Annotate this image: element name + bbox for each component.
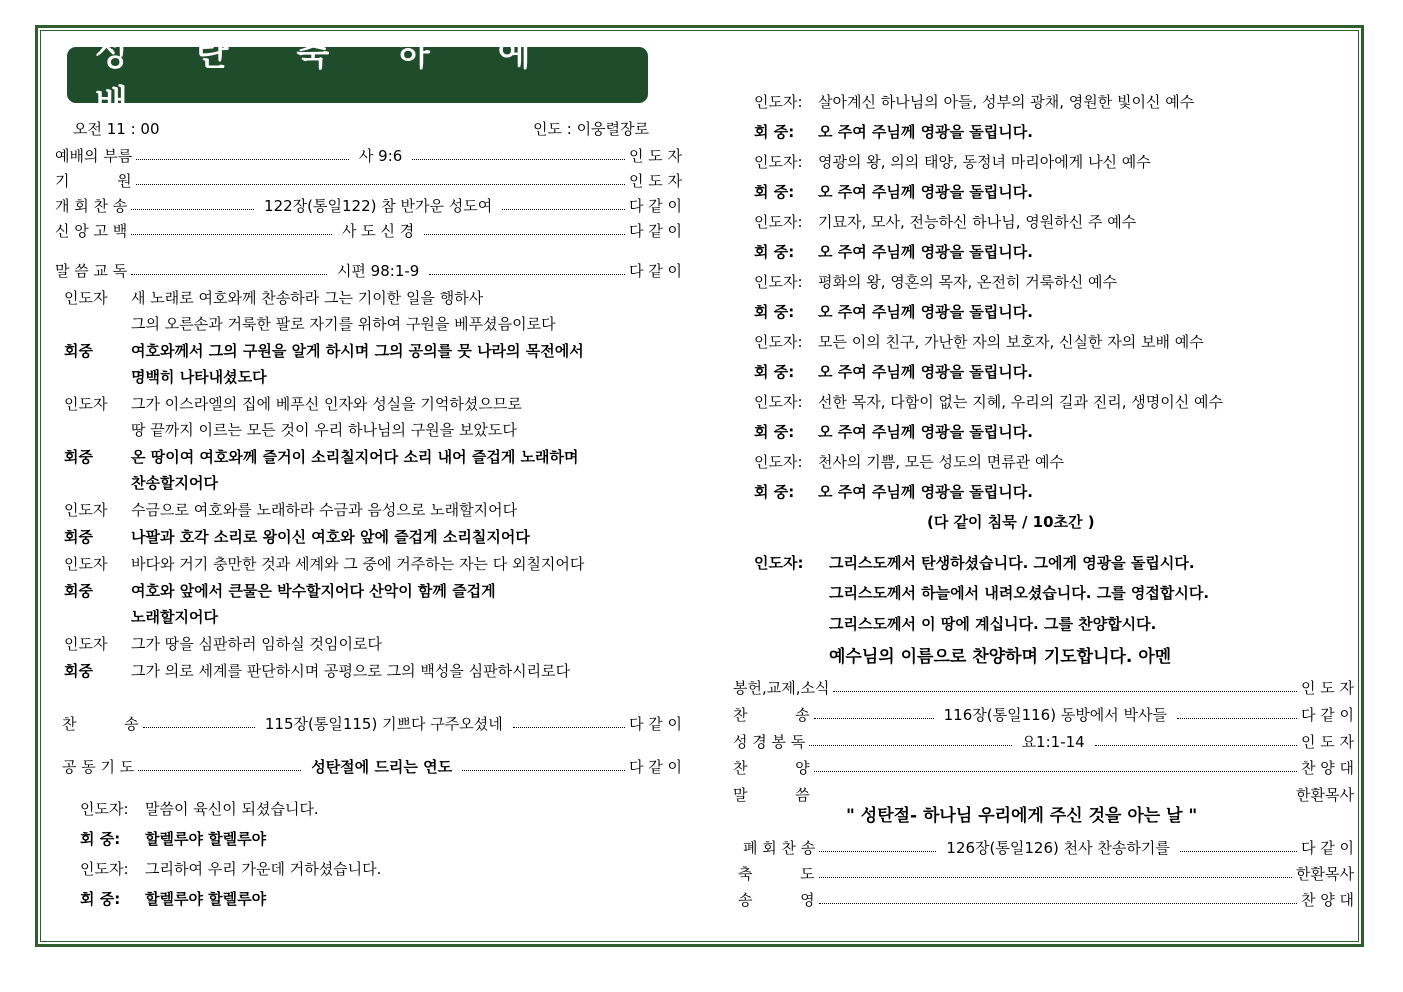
- closing-line: 그리스도께서 이 땅에 계십니다. 그를 찬양합시다.: [829, 615, 1157, 633]
- litany-text: 모든 이의 친구, 가난한 자의 보호자, 신실한 자의 보배 예수: [818, 333, 1204, 351]
- reading-line: 여호와 앞에서 큰물은 박수할지어다 산악이 함께 즐겁게: [131, 582, 496, 600]
- closing-speaker: 인도자:: [754, 554, 804, 572]
- litany-text: 평화의 왕, 영혼의 목자, 온전히 거룩하신 예수: [818, 273, 1117, 291]
- order-person: 다 같 이: [629, 222, 683, 240]
- litany-text: 오 주여 주님께 영광을 돌립니다.: [818, 483, 1033, 501]
- order-person: 한환목사: [1296, 786, 1354, 804]
- order-person: 인 도 자: [628, 172, 682, 190]
- page-title: 성 탄 축 하 예 배: [95, 34, 559, 123]
- reading-line: 여호와께서 그의 구원을 알게 하시며 그의 공의를 뭇 나라의 목전에서: [131, 342, 584, 360]
- reading-line: 그가 땅을 심판하러 임하실 것임이로다: [131, 635, 382, 653]
- order-row: [55, 221, 682, 241]
- order-person: 인 도 자: [1300, 679, 1354, 697]
- litany-speaker: 인도자:: [80, 860, 129, 878]
- order-label: 신 앙 고 백: [55, 222, 128, 240]
- order-label: 개 회 찬 송: [55, 197, 128, 215]
- title-banner: [67, 34, 648, 123]
- reading-line: 그가 이스라엘의 집에 베푸신 인자와 성실을 기억하셨으므로: [131, 395, 522, 413]
- litany-text: 말씀이 육신이 되셨습니다.: [145, 800, 319, 818]
- order-detail: 126장(통일126) 천사 찬송하기를: [946, 839, 1170, 857]
- litany-speaker: 인도자:: [754, 333, 803, 351]
- silence-note: (다 같이 침묵 / 10초간 ): [927, 513, 1095, 531]
- order-person: 다 같 이: [1300, 706, 1354, 724]
- order-row: [738, 890, 1354, 910]
- order-row: [62, 714, 682, 734]
- order-label: 찬 송: [62, 715, 139, 733]
- litany-speaker: 회 중:: [754, 123, 795, 141]
- order-person: 인 도 자: [629, 147, 683, 165]
- reading-line: 나팔과 호각 소리로 왕이신 여호와 앞에 즐겁게 소리칠지어다: [131, 528, 530, 546]
- litany-text: 그리하여 우리 가운데 거하셨습니다.: [145, 860, 382, 878]
- litany-speaker: 인도자:: [754, 153, 803, 171]
- sermon-title: " 성탄절- 하나님 우리에게 주신 것을 아는 날 ": [846, 806, 1198, 826]
- order-person: 다 같 이: [1300, 839, 1354, 857]
- reading-line: 명백히 나타내셨도다: [131, 368, 267, 386]
- order-label: 찬 송: [733, 706, 810, 724]
- litany-speaker: 인도자:: [754, 453, 803, 471]
- service-leader: 인도 : 이웅렬장로: [533, 120, 650, 138]
- order-label: 말 씀 교 독: [55, 262, 128, 280]
- reading-line: 새 노래로 여호와께 찬송하라 그는 기이한 일을 행하사: [131, 289, 484, 307]
- order-row: [55, 196, 682, 216]
- litany-text: 할렐루야 할렐루야: [145, 890, 267, 908]
- order-label: 공 동 기 도: [62, 758, 135, 776]
- litany-text: 오 주여 주님께 영광을 돌립니다.: [818, 183, 1033, 201]
- order-row: [733, 758, 1354, 778]
- reading-line: 땅 끝까지 이르는 모든 것이 우리 하나님의 구원을 보았도다: [131, 421, 517, 439]
- reading-speaker: 회중: [64, 448, 93, 466]
- reading-line: 노래할지어다: [131, 608, 218, 626]
- litany-text: 오 주여 주님께 영광을 돌립니다.: [818, 423, 1033, 441]
- service-time: 오전 11 : 00: [73, 120, 160, 138]
- order-row: [55, 146, 682, 166]
- litany-text: 천사의 기쁨, 모든 성도의 면류관 예수: [818, 453, 1064, 471]
- order-label: 송 영: [738, 891, 815, 909]
- order-label: 찬 양: [733, 759, 810, 777]
- order-detail: 122장(통일122) 참 반가운 성도여: [264, 197, 493, 215]
- litany-text: 기묘자, 모사, 전능하신 하나님, 영원하신 주 예수: [818, 213, 1137, 231]
- litany-speaker: 인도자:: [754, 393, 803, 411]
- litany-speaker: 회 중:: [754, 183, 795, 201]
- order-row: [733, 705, 1354, 725]
- litany-text: 오 주여 주님께 영광을 돌립니다.: [818, 243, 1033, 261]
- litany-speaker: 회 중:: [80, 890, 121, 908]
- order-person: 인 도 자: [1301, 733, 1355, 751]
- order-label: 폐 회 찬 송: [743, 839, 816, 857]
- order-person: 다 같 이: [629, 758, 683, 776]
- reading-speaker: 회중: [64, 582, 93, 600]
- reading-speaker: 회중: [64, 528, 93, 546]
- order-row: [733, 785, 1354, 805]
- order-detail: 사 9:6: [358, 147, 403, 165]
- order-person: 찬 양 대: [1300, 891, 1354, 909]
- order-label: 성 경 봉 독: [733, 733, 806, 751]
- order-detail: 116장(통일116) 동방에서 박사들: [943, 706, 1168, 724]
- order-person: 다 같 이: [629, 197, 683, 215]
- reading-line: 찬송할지어다: [131, 474, 218, 492]
- order-label: 기 원: [55, 172, 132, 190]
- litany-speaker: 인도자:: [80, 800, 129, 818]
- order-row: [743, 838, 1354, 858]
- order-row: [55, 171, 682, 191]
- order-label: 축 도: [738, 865, 815, 883]
- reading-speaker: 회중: [64, 662, 93, 680]
- closing-amen: 예수님의 이름으로 찬양하며 기도합니다. 아멘: [829, 647, 1172, 667]
- litany-speaker: 회 중:: [754, 483, 795, 501]
- litany-text: 오 주여 주님께 영광을 돌립니다.: [818, 303, 1033, 321]
- order-detail: 시편 98:1-9: [336, 262, 420, 280]
- litany-speaker: 인도자:: [754, 93, 803, 111]
- order-row: [733, 732, 1354, 752]
- reading-speaker: 인도자: [64, 555, 108, 573]
- reading-line: 온 땅이여 여호와께 즐거이 소리칠지어다 소리 내어 즐겁게 노래하며: [131, 448, 579, 466]
- litany-speaker: 회 중:: [754, 243, 795, 261]
- reading-speaker: 회중: [64, 342, 93, 360]
- litany-text: 오 주여 주님께 영광을 돌립니다.: [818, 363, 1033, 381]
- litany-speaker: 인도자:: [754, 213, 803, 231]
- litany-speaker: 회 중:: [754, 303, 795, 321]
- order-detail: 115장(통일115) 기쁘다 구주오셨네: [264, 715, 503, 733]
- reading-speaker: 인도자: [64, 395, 108, 413]
- litany-speaker: 회 중:: [754, 363, 795, 381]
- order-row: [733, 678, 1354, 698]
- reading-speaker: 인도자: [64, 501, 108, 519]
- order-person: 다 같 이: [628, 715, 682, 733]
- order-detail: 사 도 신 경: [342, 222, 415, 240]
- litany-text: 선한 목자, 다함이 없는 지혜, 우리의 길과 진리, 생명이신 예수: [818, 393, 1223, 411]
- closing-line: 그리스도께서 하늘에서 내려오셨습니다. 그를 영접합시다.: [829, 584, 1210, 602]
- reading-line: 수금으로 여호와를 노래하라 수금과 음성으로 노래할지어다: [131, 501, 518, 519]
- litany-speaker: 회 중:: [754, 423, 795, 441]
- order-label: 말 씀: [733, 786, 810, 804]
- litany-text: 할렐루야 할렐루야: [145, 830, 267, 848]
- litany-speaker: 회 중:: [80, 830, 121, 848]
- litany-speaker: 인도자:: [754, 273, 803, 291]
- order-row: [62, 757, 682, 777]
- order-person: 한환목사: [1296, 865, 1354, 883]
- order-detail: 성탄절에 드리는 연도: [311, 758, 453, 776]
- reading-speaker: 인도자: [64, 635, 108, 653]
- litany-text: 오 주여 주님께 영광을 돌립니다.: [818, 123, 1033, 141]
- order-row: [55, 261, 682, 281]
- reading-speaker: 인도자: [64, 289, 108, 307]
- litany-text: 살아계신 하나님의 아들, 성부의 광채, 영원한 빛이신 예수: [818, 93, 1195, 111]
- order-row: [738, 864, 1354, 884]
- order-detail: 요1:1-14: [1021, 733, 1085, 751]
- order-person: 다 같 이: [629, 262, 683, 280]
- litany-text: 영광의 왕, 의의 태양, 동정녀 마리아에게 나신 예수: [818, 153, 1151, 171]
- reading-line: 그의 오른손과 거룩한 팔로 자기를 위하여 구원을 베푸셨음이로다: [131, 315, 556, 333]
- order-person: 찬 양 대: [1300, 759, 1354, 777]
- reading-line: 바다와 거기 충만한 것과 세계와 그 중에 거주하는 자는 다 외칠지어다: [131, 555, 585, 573]
- order-label: 봉헌,교제,소식: [733, 679, 830, 697]
- order-label: 예배의 부름: [55, 147, 133, 165]
- closing-line: 그리스도께서 탄생하셨습니다. 그에게 영광을 돌립시다.: [829, 554, 1195, 572]
- reading-line: 그가 의로 세계를 판단하시며 공평으로 그의 백성을 심판하시리로다: [131, 662, 571, 680]
